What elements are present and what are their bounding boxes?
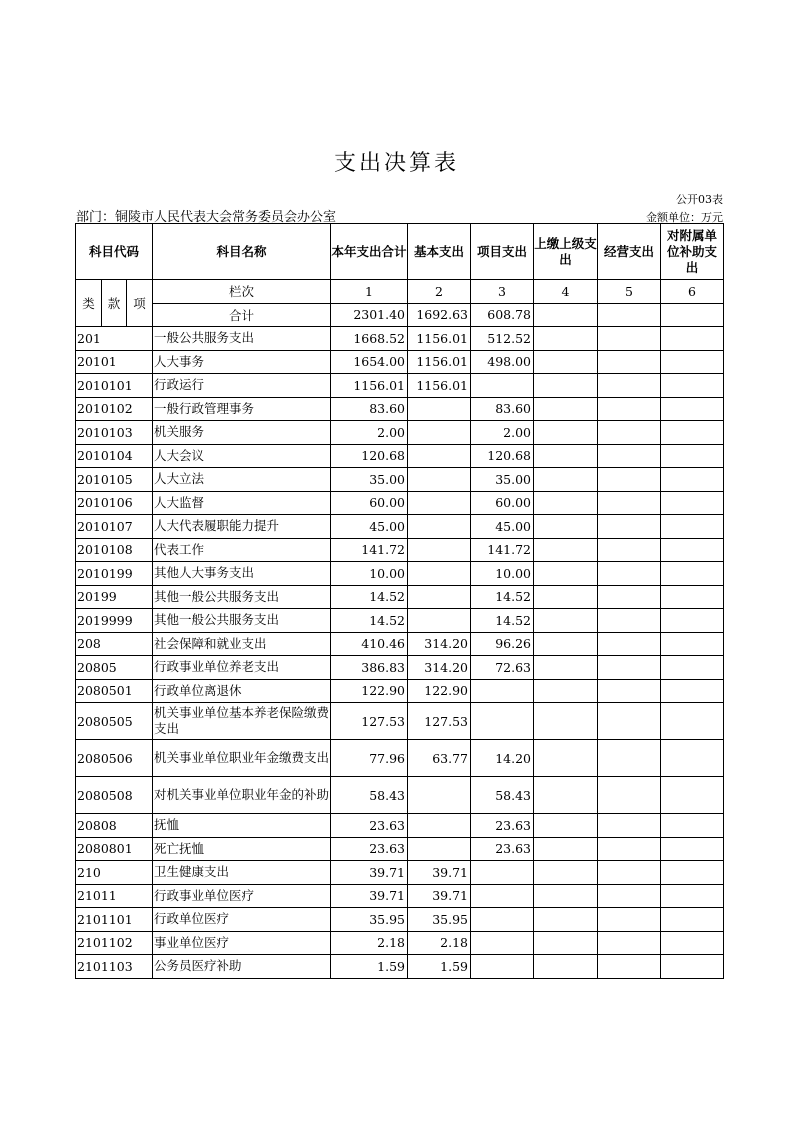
row-name: 卫生健康支出 bbox=[153, 861, 331, 885]
header-name: 科目名称 bbox=[153, 224, 331, 280]
row-basic bbox=[408, 515, 471, 539]
header-upper: 上缴上级支出 bbox=[534, 224, 598, 280]
row-business bbox=[598, 585, 661, 609]
row-subsidy bbox=[661, 327, 724, 351]
row-name: 代表工作 bbox=[153, 538, 331, 562]
row-business bbox=[598, 837, 661, 861]
row-upper bbox=[534, 955, 598, 979]
table-row bbox=[76, 740, 724, 777]
row-business bbox=[598, 740, 661, 777]
total-upper bbox=[534, 303, 598, 327]
row-upper bbox=[534, 468, 598, 492]
row-basic: 1.59 bbox=[408, 955, 471, 979]
row-business bbox=[598, 562, 661, 586]
row-name: 死亡抚恤 bbox=[153, 837, 331, 861]
row-business bbox=[598, 777, 661, 814]
row-basic bbox=[408, 837, 471, 861]
row-total: 1654.00 bbox=[331, 350, 408, 374]
amount-unit: 金额单位：万元 bbox=[646, 211, 723, 224]
row-basic bbox=[408, 491, 471, 515]
row-project: 96.26 bbox=[471, 632, 534, 656]
row-basic bbox=[408, 538, 471, 562]
row-code: 20808 bbox=[76, 814, 153, 838]
row-basic: 314.20 bbox=[408, 656, 471, 680]
row-business bbox=[598, 421, 661, 445]
row-project bbox=[471, 955, 534, 979]
row-name: 人大会议 bbox=[153, 444, 331, 468]
row-code: 210 bbox=[76, 861, 153, 885]
row-project bbox=[471, 908, 534, 932]
row-business bbox=[598, 679, 661, 703]
row-project: 2.00 bbox=[471, 421, 534, 445]
total-label: 合计 bbox=[153, 303, 331, 327]
row-name: 机关服务 bbox=[153, 421, 331, 445]
row-name: 人大代表履职能力提升 bbox=[153, 515, 331, 539]
row-code: 2080505 bbox=[76, 703, 153, 740]
table-row bbox=[76, 703, 724, 740]
row-upper bbox=[534, 656, 598, 680]
col-number: 3 bbox=[471, 280, 534, 304]
table-row bbox=[76, 562, 724, 586]
department-label: 部门：铜陵市人民代表大会常务委员会办公室 bbox=[76, 210, 337, 225]
row-name: 行政单位离退休 bbox=[153, 679, 331, 703]
row-upper bbox=[534, 814, 598, 838]
row-total: 77.96 bbox=[331, 740, 408, 777]
row-subsidy bbox=[661, 491, 724, 515]
row-code: 2010105 bbox=[76, 468, 153, 492]
page-title: 支出决算表 bbox=[333, 151, 459, 176]
row-basic bbox=[408, 397, 471, 421]
row-subsidy bbox=[661, 585, 724, 609]
row-upper bbox=[534, 609, 598, 633]
col-number: 6 bbox=[661, 280, 724, 304]
row-upper bbox=[534, 740, 598, 777]
row-subsidy bbox=[661, 609, 724, 633]
row-code: 2080508 bbox=[76, 777, 153, 814]
row-total: 60.00 bbox=[331, 491, 408, 515]
total-subsidy bbox=[661, 303, 724, 327]
row-upper bbox=[534, 491, 598, 515]
row-subsidy bbox=[661, 538, 724, 562]
row-code: 2010108 bbox=[76, 538, 153, 562]
row-subsidy bbox=[661, 861, 724, 885]
table-row bbox=[76, 632, 724, 656]
row-business bbox=[598, 656, 661, 680]
row-subsidy bbox=[661, 931, 724, 955]
row-subsidy bbox=[661, 703, 724, 740]
table-row bbox=[76, 884, 724, 908]
row-basic: 314.20 bbox=[408, 632, 471, 656]
row-basic: 39.71 bbox=[408, 884, 471, 908]
row-business bbox=[598, 350, 661, 374]
row-project: 10.00 bbox=[471, 562, 534, 586]
form-number: 公开03表 bbox=[676, 193, 723, 206]
row-business bbox=[598, 515, 661, 539]
table-row bbox=[76, 609, 724, 633]
row-business bbox=[598, 703, 661, 740]
row-upper bbox=[534, 632, 598, 656]
row-business bbox=[598, 538, 661, 562]
row-basic bbox=[408, 421, 471, 445]
row-code: 2010101 bbox=[76, 374, 153, 398]
row-total: 141.72 bbox=[331, 538, 408, 562]
table-row bbox=[76, 585, 724, 609]
table-row bbox=[76, 374, 724, 398]
row-business bbox=[598, 444, 661, 468]
total-business bbox=[598, 303, 661, 327]
row-code: 2010199 bbox=[76, 562, 153, 586]
row-project: 83.60 bbox=[471, 397, 534, 421]
row-basic: 63.77 bbox=[408, 740, 471, 777]
row-upper bbox=[534, 374, 598, 398]
header-basic: 基本支出 bbox=[408, 224, 471, 280]
row-business bbox=[598, 468, 661, 492]
header-code: 科目代码 bbox=[76, 224, 153, 280]
row-total: 58.43 bbox=[331, 777, 408, 814]
row-total: 1156.01 bbox=[331, 374, 408, 398]
row-basic bbox=[408, 814, 471, 838]
table-row bbox=[76, 679, 724, 703]
table-row bbox=[76, 515, 724, 539]
row-total: 1668.52 bbox=[331, 327, 408, 351]
total-project: 608.78 bbox=[471, 303, 534, 327]
row-business bbox=[598, 374, 661, 398]
row-upper bbox=[534, 421, 598, 445]
row-name: 人大立法 bbox=[153, 468, 331, 492]
row-total: 45.00 bbox=[331, 515, 408, 539]
row-total: 39.71 bbox=[331, 861, 408, 885]
row-basic: 1156.01 bbox=[408, 350, 471, 374]
row-basic bbox=[408, 777, 471, 814]
header-row bbox=[76, 224, 724, 280]
row-basic bbox=[408, 585, 471, 609]
row-business bbox=[598, 327, 661, 351]
row-code: 2010102 bbox=[76, 397, 153, 421]
row-upper bbox=[534, 350, 598, 374]
col-number: 4 bbox=[534, 280, 598, 304]
table-row bbox=[76, 861, 724, 885]
row-code: 20199 bbox=[76, 585, 153, 609]
row-subsidy bbox=[661, 837, 724, 861]
row-business bbox=[598, 491, 661, 515]
row-code: 2010106 bbox=[76, 491, 153, 515]
table-row bbox=[76, 777, 724, 814]
total-basic: 1692.63 bbox=[408, 303, 471, 327]
table-row bbox=[76, 421, 724, 445]
row-code: 20101 bbox=[76, 350, 153, 374]
row-total: 23.63 bbox=[331, 837, 408, 861]
row-code: 208 bbox=[76, 632, 153, 656]
row-project bbox=[471, 374, 534, 398]
row-business bbox=[598, 884, 661, 908]
row-name: 行政单位医疗 bbox=[153, 908, 331, 932]
expenditure-table bbox=[75, 223, 724, 979]
row-upper bbox=[534, 538, 598, 562]
row-project bbox=[471, 679, 534, 703]
row-project: 35.00 bbox=[471, 468, 534, 492]
row-project bbox=[471, 861, 534, 885]
row-business bbox=[598, 397, 661, 421]
row-name: 其他一般公共服务支出 bbox=[153, 585, 331, 609]
row-code: 2101101 bbox=[76, 908, 153, 932]
table-row bbox=[76, 327, 724, 351]
total-row bbox=[76, 303, 724, 327]
row-upper bbox=[534, 884, 598, 908]
row-business bbox=[598, 632, 661, 656]
row-project: 120.68 bbox=[471, 444, 534, 468]
row-name: 一般公共服务支出 bbox=[153, 327, 331, 351]
row-code: 2080501 bbox=[76, 679, 153, 703]
row-upper bbox=[534, 703, 598, 740]
table-row bbox=[76, 955, 724, 979]
row-name: 行政运行 bbox=[153, 374, 331, 398]
row-project: 72.63 bbox=[471, 656, 534, 680]
row-name: 事业单位医疗 bbox=[153, 931, 331, 955]
column-number-row bbox=[76, 280, 724, 304]
table-row bbox=[76, 538, 724, 562]
row-basic: 122.90 bbox=[408, 679, 471, 703]
row-basic bbox=[408, 444, 471, 468]
row-subsidy bbox=[661, 397, 724, 421]
row-name: 一般行政管理事务 bbox=[153, 397, 331, 421]
row-upper bbox=[534, 397, 598, 421]
total-amount: 2301.40 bbox=[331, 303, 408, 327]
row-subsidy bbox=[661, 884, 724, 908]
row-subsidy bbox=[661, 679, 724, 703]
row-basic bbox=[408, 562, 471, 586]
row-total: 39.71 bbox=[331, 884, 408, 908]
row-upper bbox=[534, 327, 598, 351]
table-row bbox=[76, 837, 724, 861]
row-project: 14.52 bbox=[471, 585, 534, 609]
row-total: 35.00 bbox=[331, 468, 408, 492]
row-total: 83.60 bbox=[331, 397, 408, 421]
row-total: 1.59 bbox=[331, 955, 408, 979]
row-business bbox=[598, 861, 661, 885]
row-subsidy bbox=[661, 468, 724, 492]
row-business bbox=[598, 955, 661, 979]
table-row bbox=[76, 908, 724, 932]
row-upper bbox=[534, 861, 598, 885]
row-name: 公务员医疗补助 bbox=[153, 955, 331, 979]
col-number: 5 bbox=[598, 280, 661, 304]
row-subsidy bbox=[661, 908, 724, 932]
row-basic bbox=[408, 468, 471, 492]
header-total: 本年支出合计 bbox=[331, 224, 408, 280]
row-total: 122.90 bbox=[331, 679, 408, 703]
row-code: 2101102 bbox=[76, 931, 153, 955]
row-subsidy bbox=[661, 656, 724, 680]
row-subsidy bbox=[661, 562, 724, 586]
header-subsidy: 对附属单位补助支出 bbox=[661, 224, 724, 280]
row-name: 机关事业单位基本养老保险缴费支出 bbox=[153, 703, 331, 740]
row-total: 23.63 bbox=[331, 814, 408, 838]
header-kuan: 款 bbox=[102, 280, 127, 327]
row-upper bbox=[534, 908, 598, 932]
row-subsidy bbox=[661, 777, 724, 814]
row-code: 20805 bbox=[76, 656, 153, 680]
row-project: 60.00 bbox=[471, 491, 534, 515]
row-name: 社会保障和就业支出 bbox=[153, 632, 331, 656]
row-total: 14.52 bbox=[331, 585, 408, 609]
header-lanci: 栏次 bbox=[153, 280, 331, 304]
row-code: 2010104 bbox=[76, 444, 153, 468]
row-total: 2.00 bbox=[331, 421, 408, 445]
row-project bbox=[471, 884, 534, 908]
row-upper bbox=[534, 931, 598, 955]
row-subsidy bbox=[661, 350, 724, 374]
row-total: 127.53 bbox=[331, 703, 408, 740]
row-basic bbox=[408, 609, 471, 633]
row-business bbox=[598, 908, 661, 932]
row-upper bbox=[534, 777, 598, 814]
row-upper bbox=[534, 679, 598, 703]
table-row bbox=[76, 656, 724, 680]
row-basic: 39.71 bbox=[408, 861, 471, 885]
row-total: 386.83 bbox=[331, 656, 408, 680]
row-name: 其他人大事务支出 bbox=[153, 562, 331, 586]
col-number: 1 bbox=[331, 280, 408, 304]
row-code: 21011 bbox=[76, 884, 153, 908]
row-subsidy bbox=[661, 421, 724, 445]
row-project: 498.00 bbox=[471, 350, 534, 374]
row-code: 2010103 bbox=[76, 421, 153, 445]
col-number: 2 bbox=[408, 280, 471, 304]
row-business bbox=[598, 814, 661, 838]
row-subsidy bbox=[661, 374, 724, 398]
row-total: 14.52 bbox=[331, 609, 408, 633]
row-code: 2010107 bbox=[76, 515, 153, 539]
row-name: 抚恤 bbox=[153, 814, 331, 838]
row-basic: 1156.01 bbox=[408, 374, 471, 398]
row-subsidy bbox=[661, 955, 724, 979]
row-total: 120.68 bbox=[331, 444, 408, 468]
header-lei: 类 bbox=[76, 280, 102, 327]
row-basic: 127.53 bbox=[408, 703, 471, 740]
row-subsidy bbox=[661, 444, 724, 468]
table-row bbox=[76, 814, 724, 838]
row-project: 14.52 bbox=[471, 609, 534, 633]
row-business bbox=[598, 931, 661, 955]
row-code: 201 bbox=[76, 327, 153, 351]
row-name: 其他一般公共服务支出 bbox=[153, 609, 331, 633]
row-name: 人大事务 bbox=[153, 350, 331, 374]
row-subsidy bbox=[661, 515, 724, 539]
header-project: 项目支出 bbox=[471, 224, 534, 280]
row-total: 10.00 bbox=[331, 562, 408, 586]
row-code: 2019999 bbox=[76, 609, 153, 633]
table-row bbox=[76, 931, 724, 955]
row-project bbox=[471, 703, 534, 740]
row-upper bbox=[534, 444, 598, 468]
row-basic: 2.18 bbox=[408, 931, 471, 955]
row-upper bbox=[534, 515, 598, 539]
row-project: 141.72 bbox=[471, 538, 534, 562]
row-total: 410.46 bbox=[331, 632, 408, 656]
row-subsidy bbox=[661, 814, 724, 838]
row-subsidy bbox=[661, 740, 724, 777]
table-row bbox=[76, 350, 724, 374]
table-row bbox=[76, 491, 724, 515]
row-name: 行政事业单位医疗 bbox=[153, 884, 331, 908]
header-xiang: 项 bbox=[127, 280, 153, 327]
row-name: 对机关事业单位职业年金的补助 bbox=[153, 777, 331, 814]
row-total: 35.95 bbox=[331, 908, 408, 932]
row-code: 2101103 bbox=[76, 955, 153, 979]
row-project bbox=[471, 931, 534, 955]
row-total: 2.18 bbox=[331, 931, 408, 955]
row-business bbox=[598, 609, 661, 633]
row-upper bbox=[534, 562, 598, 586]
row-project: 58.43 bbox=[471, 777, 534, 814]
table-row bbox=[76, 468, 724, 492]
row-basic: 1156.01 bbox=[408, 327, 471, 351]
row-project: 512.52 bbox=[471, 327, 534, 351]
row-code: 2080506 bbox=[76, 740, 153, 777]
row-basic: 35.95 bbox=[408, 908, 471, 932]
row-project: 23.63 bbox=[471, 814, 534, 838]
table-row bbox=[76, 444, 724, 468]
row-upper bbox=[534, 837, 598, 861]
row-project: 23.63 bbox=[471, 837, 534, 861]
row-upper bbox=[534, 585, 598, 609]
row-code: 2080801 bbox=[76, 837, 153, 861]
row-subsidy bbox=[661, 632, 724, 656]
row-name: 机关事业单位职业年金缴费支出 bbox=[153, 740, 331, 777]
header-business: 经营支出 bbox=[598, 224, 661, 280]
row-project: 45.00 bbox=[471, 515, 534, 539]
row-project: 14.20 bbox=[471, 740, 534, 777]
row-name: 人大监督 bbox=[153, 491, 331, 515]
row-name: 行政事业单位养老支出 bbox=[153, 656, 331, 680]
table-row bbox=[76, 397, 724, 421]
